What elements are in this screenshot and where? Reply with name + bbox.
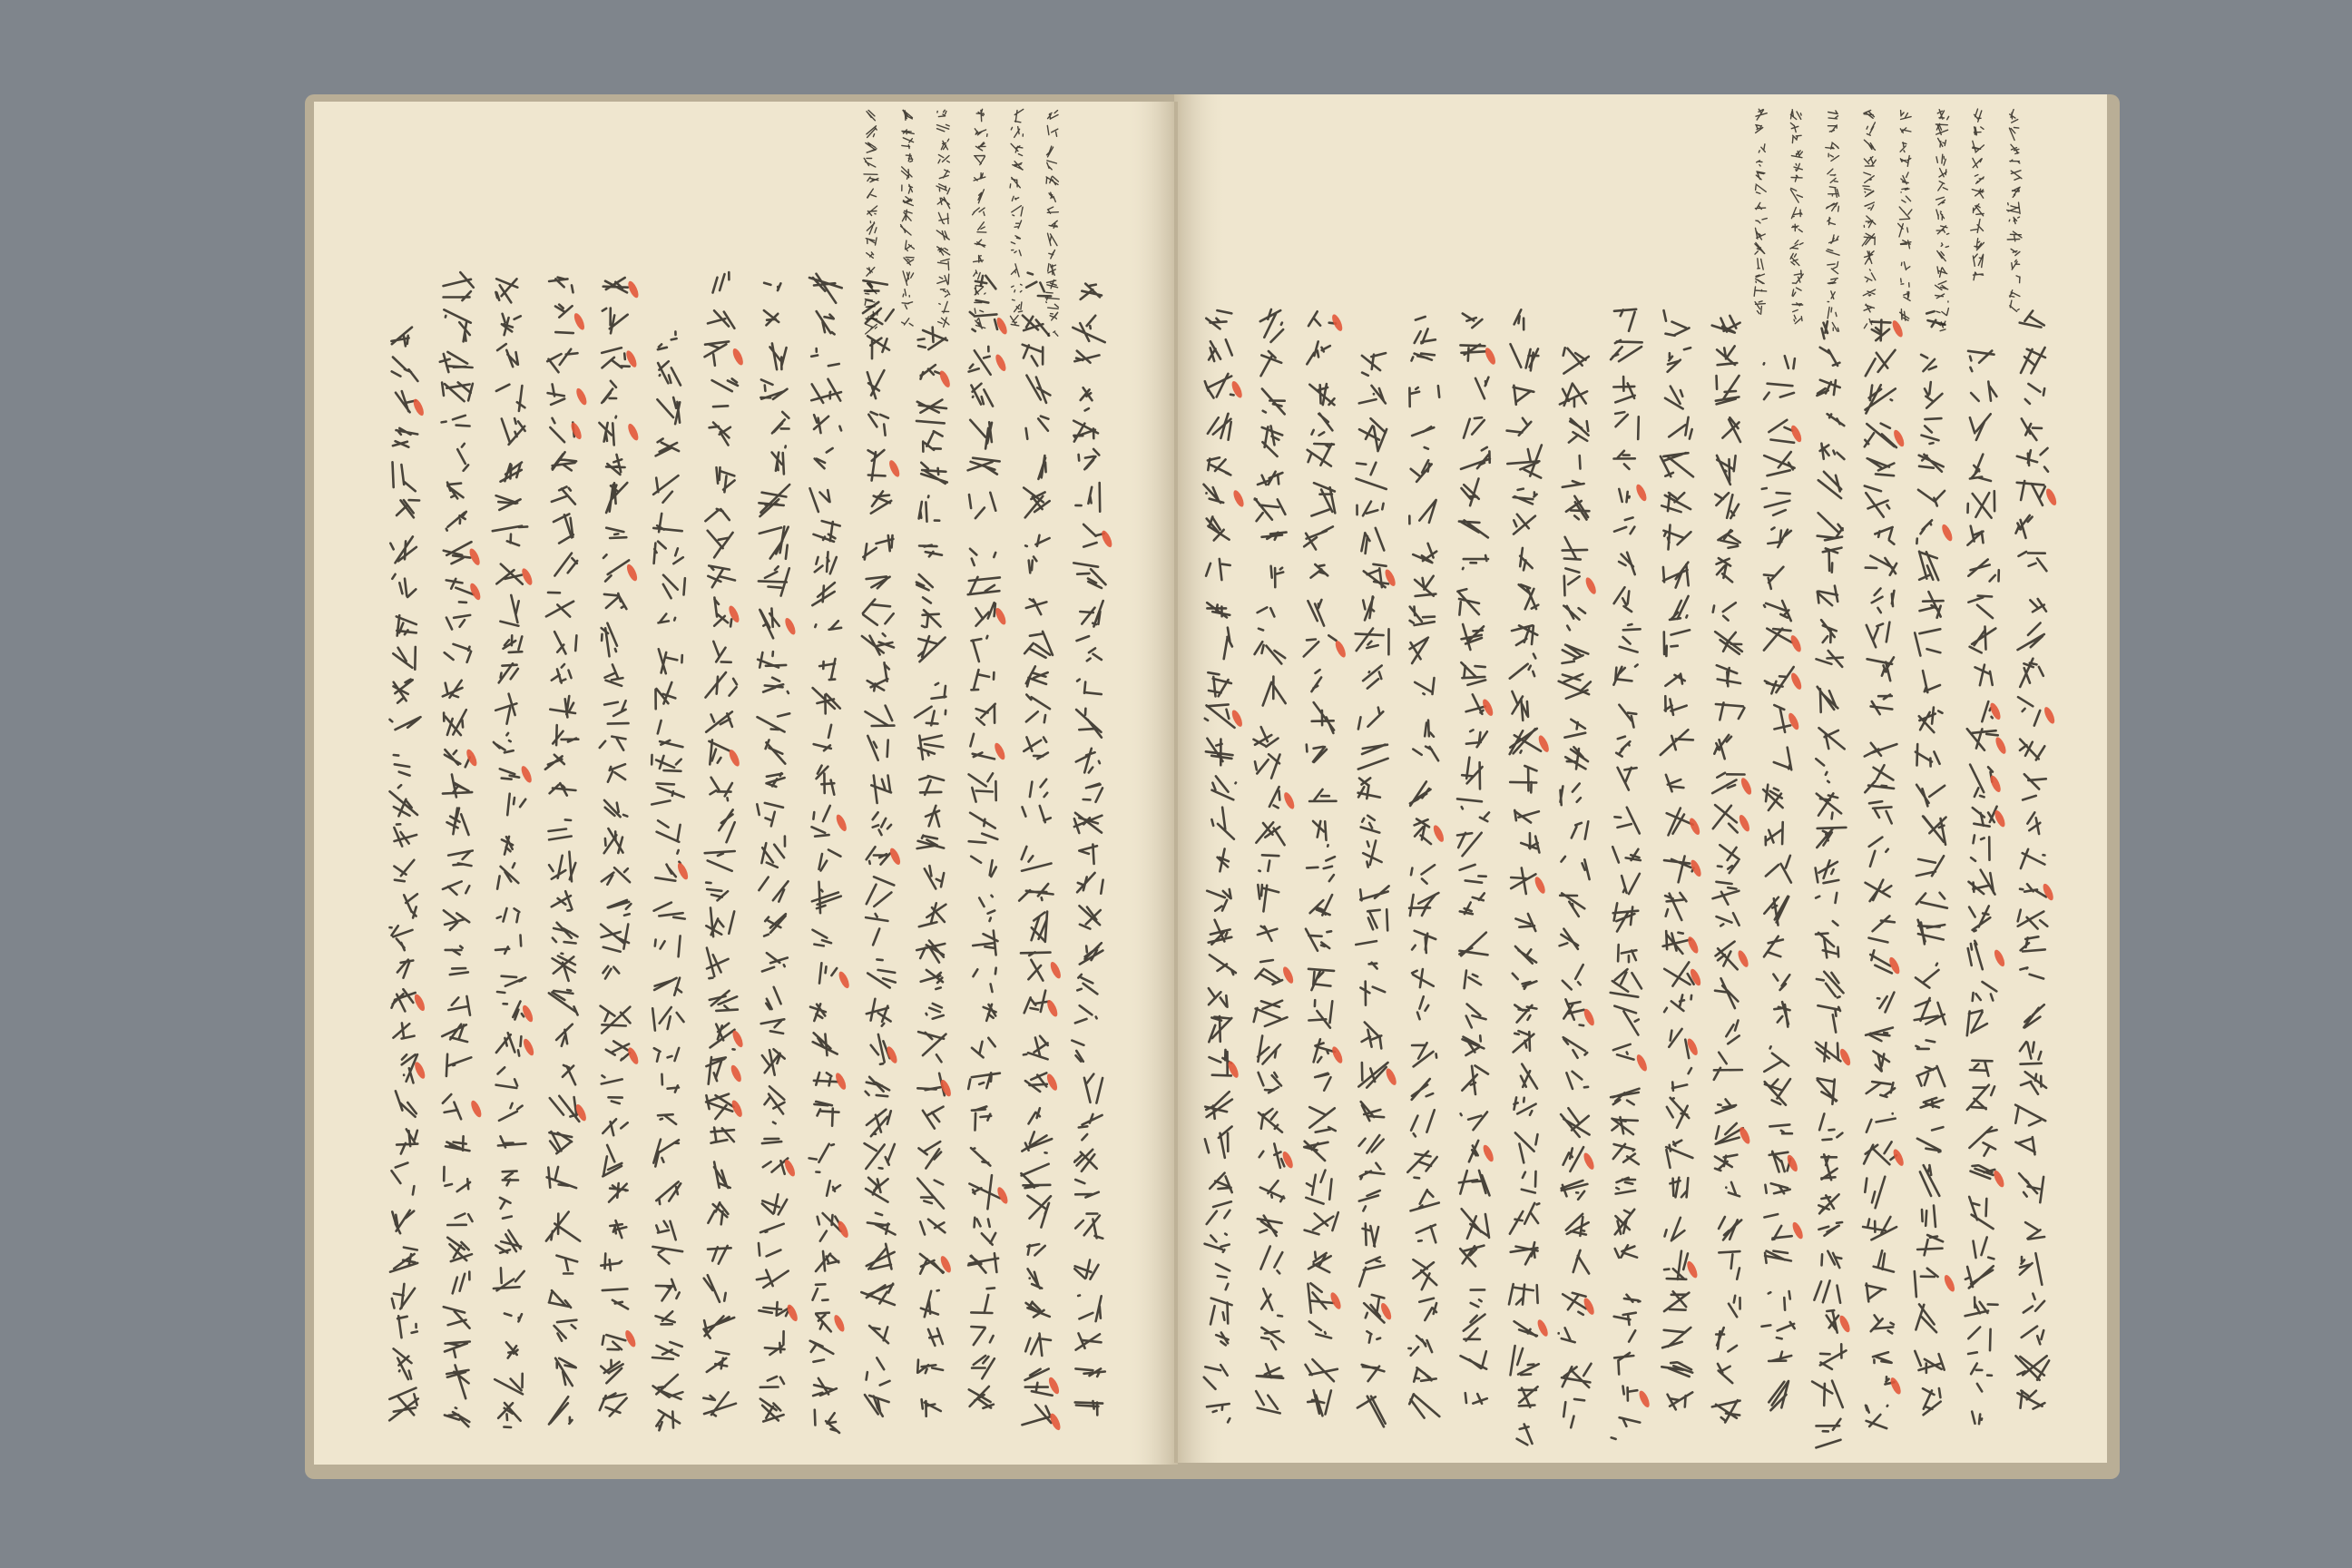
- left-page: [314, 102, 1178, 1465]
- gutter-shadow-left: [1125, 102, 1178, 1465]
- right-page: [1174, 94, 2107, 1463]
